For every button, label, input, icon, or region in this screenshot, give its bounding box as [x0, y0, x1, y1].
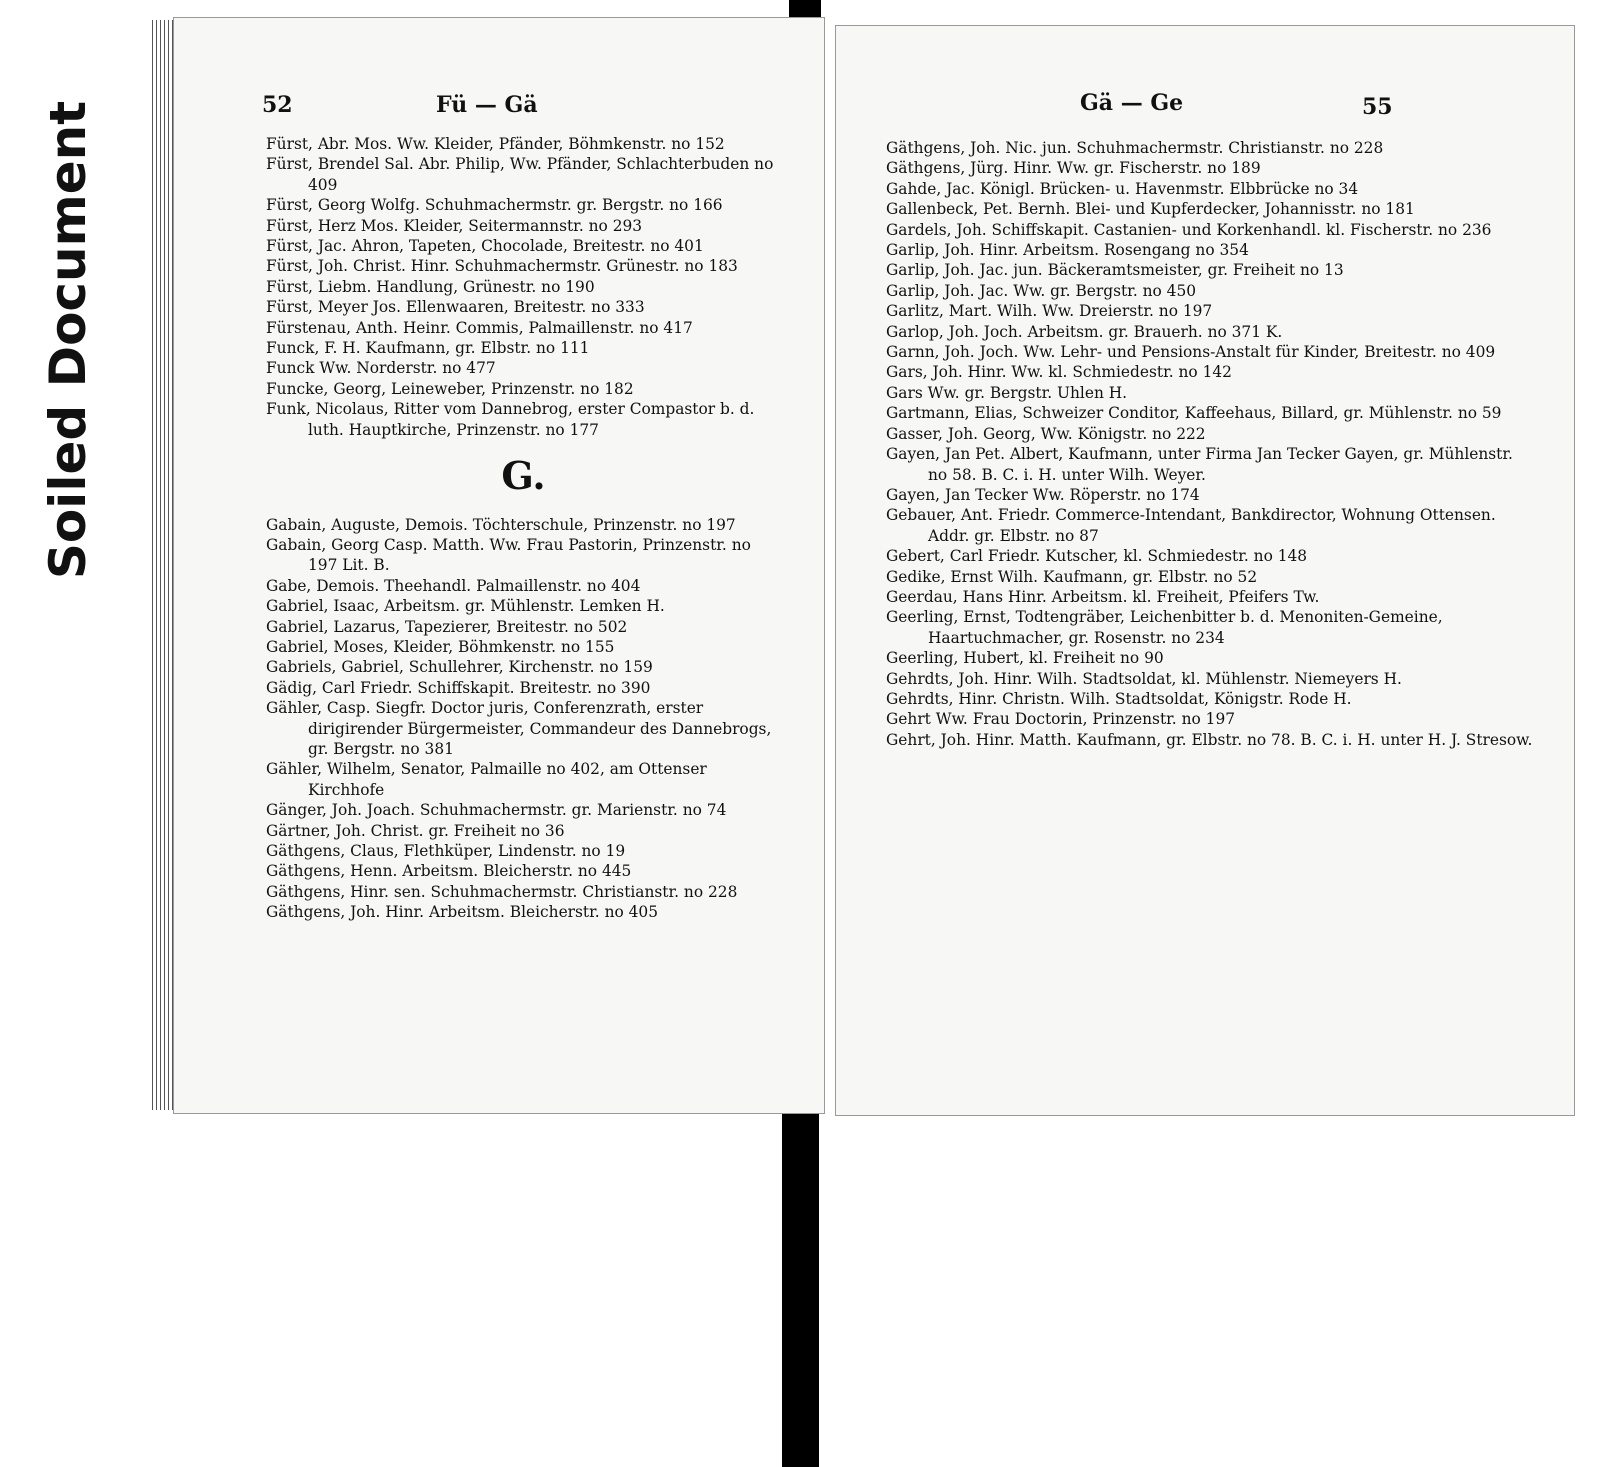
list-item: Gabriel, Moses, Kleider, Böhmkenstr. no 155 — [266, 637, 615, 656]
list-item: Geerdau, Hans Hinr. Arbeitsm. kl. Freiheit, Pfeifers Tw. — [886, 587, 1320, 606]
list-item: Gayen, Jan Tecker Ww. Röperstr. no 174 — [886, 485, 1200, 504]
list-item: Garlop, Joh. Joch. Arbeitsm. gr. Brauerh. no 371 K. — [886, 322, 1283, 341]
list-item: Fürst, Meyer Jos. Ellenwaaren, Breitestr. no 333 — [266, 298, 645, 317]
list-item: Gänger, Joh. Joach. Schuhmachermstr. gr. Marienstr. no 74 — [266, 801, 727, 820]
right-page-number: 55 — [1362, 94, 1393, 120]
list-item: Gabe, Demois. Theehandl. Palmaillenstr. no 404 — [266, 576, 641, 595]
list-item: Fürst, Herz Mos. Kleider, Seitermannstr. no 293 — [266, 216, 643, 235]
list-item: Gäthgens, Claus, Flethküper, Lindenstr. no 19 — [266, 842, 626, 860]
left-entry-list — [266, 134, 781, 923]
list-item: Fürstenau, Anth. Heinr. Commis, Palmaillenstr. no 417 — [266, 318, 693, 337]
list-item: Gars, Joh. Hinr. Ww. kl. Schmiedestr. no 142 — [886, 363, 1232, 382]
list-item: Gardels, Joh. Schiffskapit. Castanien- und Korkenhandl. kl. Fischerstr. no 236 — [886, 220, 1492, 239]
list-item: Fürst, Liebm. Handlung, Grünestr. no 190 — [266, 277, 595, 296]
list-item: Funck, F. H. Kaufmann, gr. Elbstr. no 111 — [266, 339, 590, 358]
list-item: Gahde, Jac. Königl. Brücken- u. Havenmstr. Elbbrücke no 34 — [886, 179, 1359, 198]
list-item: Garnn, Joh. Joch. Ww. Lehr- und Pensions-Anstalt für Kinder, Breitestr. no 409 — [886, 343, 1496, 362]
list-item: Gabain, Auguste, Demois. Töchterschule, Prinzenstr. no 197 — [266, 515, 736, 534]
list-item: Gasser, Joh. Georg, Ww. Königstr. no 222 — [886, 424, 1206, 443]
list-item: Gabriel, Isaac, Arbeitsm. gr. Mühlenstr. Lemken H. — [266, 597, 665, 616]
list-item: Gäthgens, Joh. Nic. jun. Schuhmachermstr. Christianstr. no 228 — [886, 139, 1384, 157]
list-item: Gähler, Wilhelm, Senator, Palmaille no 402, am Ottenser Kirchhofe — [266, 760, 707, 799]
list-item: Garlip, Joh. Jac. jun. Bäckeramtsmeister, gr. Freiheit no 13 — [886, 261, 1344, 280]
list-item: Gars Ww. gr. Bergstr. Uhlen H. — [886, 383, 1128, 402]
list-item: Gäthgens, Henn. Arbeitsm. Bleicherstr. no 445 — [266, 862, 632, 881]
list-item: Funcke, Georg, Leineweber, Prinzenstr. no 182 — [266, 379, 634, 398]
list-item: Gallenbeck, Pet. Bernh. Blei- und Kupferdecker, Johannisstr. no 181 — [886, 200, 1415, 219]
left-running-head: Fü — Gä — [436, 92, 538, 118]
list-item: Gartmann, Elias, Schweizer Conditor, Kaffeehaus, Billard, gr. Mühlenstr. no 59 — [886, 404, 1502, 423]
list-item: Gehrdts, Joh. Hinr. Wilh. Stadtsoldat, kl. Mühlenstr. Niemeyers H. — [886, 669, 1402, 688]
list-item: Gäthgens, Hinr. sen. Schuhmachermstr. Christianstr. no 228 — [266, 882, 738, 901]
list-item: Funck Ww. Norderstr. no 477 — [266, 359, 496, 378]
list-item: Fürst, Brendel Sal. Abr. Philip, Ww. Pfänder, Schlachterbuden no 409 — [266, 155, 774, 194]
list-item: Geerling, Hubert, kl. Freiheit no 90 — [886, 649, 1164, 668]
section-letter: G. — [501, 453, 546, 499]
list-item: Garlip, Joh. Jac. Ww. gr. Bergstr. no 450 — [886, 281, 1197, 300]
list-item: Fürst, Abr. Mos. Ww. Kleider, Pfänder, Böhmkenstr. no 152 — [266, 135, 725, 153]
list-item: Garlip, Joh. Hinr. Arbeitsm. Rosengang no 354 — [886, 241, 1249, 260]
list-item: Gebert, Carl Friedr. Kutscher, kl. Schmiedestr. no 148 — [886, 547, 1308, 566]
list-item: Gayen, Jan Pet. Albert, Kaufmann, unter Firma Jan Tecker Gayen, gr. Mühlenstr. no 58. B. C. i. H. unter Wilh. Weyer. — [886, 445, 1513, 484]
list-item: Gabriels, Gabriel, Schullehrer, Kirchenstr. no 159 — [266, 658, 653, 677]
side-label-text: Soiled Document — [39, 100, 97, 580]
list-item: Garlitz, Mart. Wilh. Ww. Dreierstr. no 197 — [886, 302, 1213, 321]
list-item: Geerling, Ernst, Todtengräber, Leichenbitter b. d. Menoniten-Gemeine, Haartuchmacher, gr. Rosenstr. no 234 — [886, 608, 1443, 647]
list-item: Fürst, Georg Wolfg. Schuhmachermstr. gr. Bergstr. no 166 — [266, 196, 723, 215]
right-entry-list — [886, 138, 1536, 750]
list-item: Gehrt, Joh. Hinr. Matth. Kaufmann, gr. Elbstr. no 78. B. C. i. H. unter H. J. Stresow. — [886, 730, 1533, 749]
list-item: Gärtner, Joh. Christ. gr. Freiheit no 36 — [266, 821, 565, 840]
list-item: Fürst, Joh. Christ. Hinr. Schuhmachermstr. Grünestr. no 183 — [266, 257, 738, 276]
list-item: Gedike, Ernst Wilh. Kaufmann, gr. Elbstr. no 52 — [886, 567, 1258, 586]
list-item: Gäthgens, Joh. Hinr. Arbeitsm. Bleicherstr. no 405 — [266, 903, 659, 922]
list-item: Gabriel, Lazarus, Tapezierer, Breitestr. no 502 — [266, 617, 628, 636]
left-page-number: 52 — [262, 92, 293, 118]
list-item: Gähler, Casp. Siegfr. Doctor juris, Conferenzrath, erster dirigirender Bürgermeister, Commandeur des Dannebrogs, gr. Bergstr. no 381 — [266, 699, 772, 758]
list-item: Fürst, Jac. Ahron, Tapeten, Chocolade, Breitestr. no 401 — [266, 237, 704, 256]
right-page — [836, 26, 1574, 1115]
right-running-head: Gä — Ge — [1080, 90, 1184, 116]
list-item: Gabain, Georg Casp. Matth. Ww. Frau Pastorin, Prinzenstr. no 197 Lit. B. — [266, 535, 751, 575]
list-item: Funk, Nicolaus, Ritter vom Dannebrog, erster Compastor b. d. luth. Hauptkirche, Prinzenstr. no 177 — [266, 400, 755, 439]
binding-strip-bottom — [782, 1108, 819, 1467]
list-item: Gäthgens, Jürg. Hinr. Ww. gr. Fischerstr. no 189 — [886, 159, 1261, 178]
list-item: Gädig, Carl Friedr. Schiffskapit. Breitestr. no 390 — [266, 678, 651, 697]
document-status-label — [38, 85, 98, 595]
left-page — [174, 18, 824, 1113]
list-item: Gebauer, Ant. Friedr. Commerce-Intendant, Bankdirector, Wohnung Ottensen. Addr. gr. Elbstr. no 87 — [886, 506, 1496, 545]
list-item: Gehrdts, Hinr. Christn. Wilh. Stadtsoldat, Königstr. Rode H. — [886, 689, 1352, 708]
list-item: Gehrt Ww. Frau Doctorin, Prinzenstr. no 197 — [886, 710, 1236, 729]
